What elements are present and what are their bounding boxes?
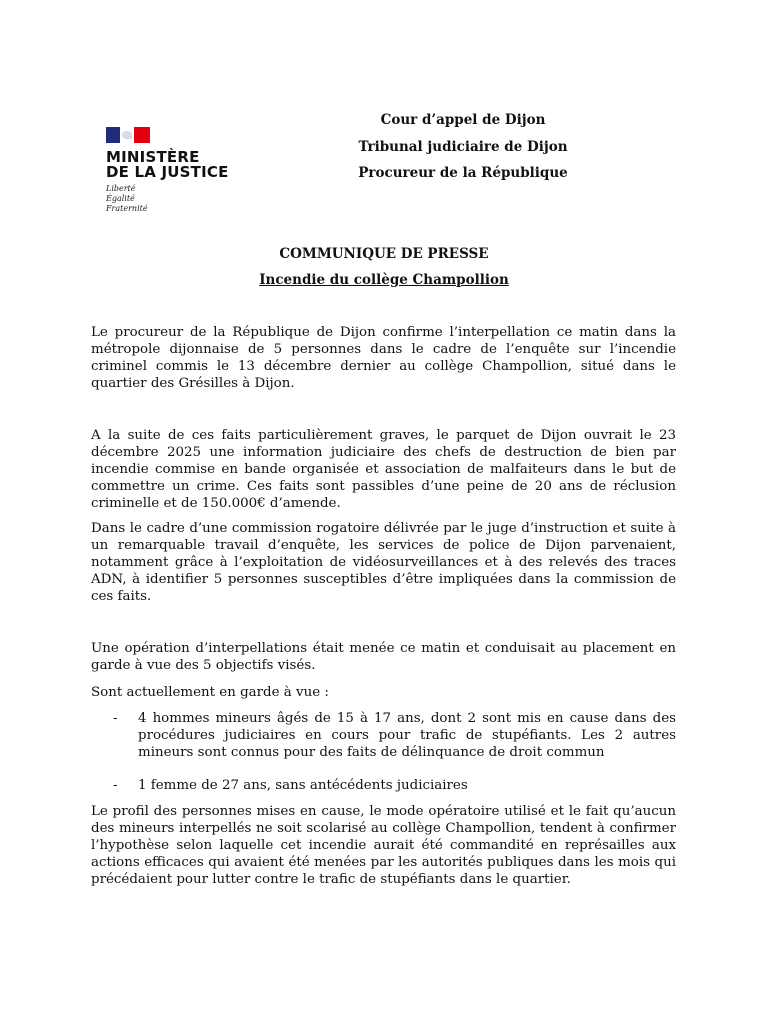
issuing-authority [340, 110, 586, 190]
press-release-heading: COMMUNIQUE DE PRESSE [279, 246, 489, 262]
ministry-name [106, 150, 236, 180]
motto-egalite: Égalité [106, 194, 135, 203]
paragraph-4: Une opération d’interpellations était menée ce matin et conduisait au placement en garde à vue des 5 objectifs visés. [91, 641, 676, 673]
paragraph-6: Le profil des personnes mises en cause, le mode opératoire utilisé et le fait qu’aucun des mineurs interpellés ne soit scolarisé au collège Champollion, tendent à confirmer l’hypothèse selon laquelle cet incendie aurait été commandité en représailles aux actions efficaces qui avaient été menées par les autorités publiques dans les mois qui précédaient pour lutter contre le trafic de stupéfiants dans le quartier. [91, 804, 676, 887]
marianne-flag-icon [106, 127, 150, 143]
judicial-court: Tribunal judiciaire de Dijon [358, 138, 568, 155]
ministry-name-line1: MINISTÈRE [106, 148, 200, 166]
paragraph-1: Le procureur de la République de Dijon confirme l’interpellation ce matin dans la métropole dijonnaise de 5 personnes dans le cadre de l’enquête sur l’incendie criminel commis le 13 décembre dernier au collège Champollion, situé dans le quartier des Grésilles à Dijon. [91, 325, 676, 391]
list-bullet: - [113, 778, 118, 793]
motto-liberte: Liberté [106, 184, 136, 193]
motto-fraternite: Fraternité [106, 204, 148, 213]
list-bullet: - [113, 711, 118, 726]
paragraph-2: A la suite de ces faits particulièrement graves, le parquet de Dijon ouvrait le 23 décembre 2025 une information judiciaire des chefs de destruction de bien par incendie commise en bande organisée et association de malfaiteurs dans le but de commettre un crime. Ces faits sont passibles d’une peine de 20 ans de réclusion criminelle et de 150.000€ d’amende. [91, 428, 676, 511]
paragraph-5: Sont actuellement en garde à vue : [91, 685, 329, 700]
ministry-logo [106, 127, 236, 214]
list-item [91, 777, 676, 794]
paragraph-3: Dans le cadre d’une commission rogatoire délivrée par le juge d’instruction et suite à un remarquable travail d’enquête, les services de police de Dijon parvenaient, notamment grâce à l’exploitation de vidéosurveillances et à des relevés des traces ADN, à identifier 5 personnes susceptibles d’être impliquées dans la commission de ces faits. [91, 521, 676, 604]
republic-motto [106, 184, 236, 214]
list-item-text: 1 femme de 27 ans, sans antécédents judiciaires [138, 778, 468, 793]
court-of-appeal: Cour d’appel de Dijon [380, 112, 546, 128]
list-item [91, 710, 676, 761]
press-release-subject: Incendie du collège Champollion [259, 272, 509, 288]
prosecutor: Procureur de la République [358, 165, 568, 181]
document-title [0, 244, 768, 290]
list-item-text: 4 hommes mineurs âgés de 15 à 17 ans, dont 2 sont mis en cause dans des procédures judiciaires en cours pour trafic de stupéfiants. Les 2 autres mineurs sont connus pour des faits de délinquance de droit commun [138, 711, 676, 760]
ministry-name-line2: DE LA JUSTICE [106, 163, 229, 181]
